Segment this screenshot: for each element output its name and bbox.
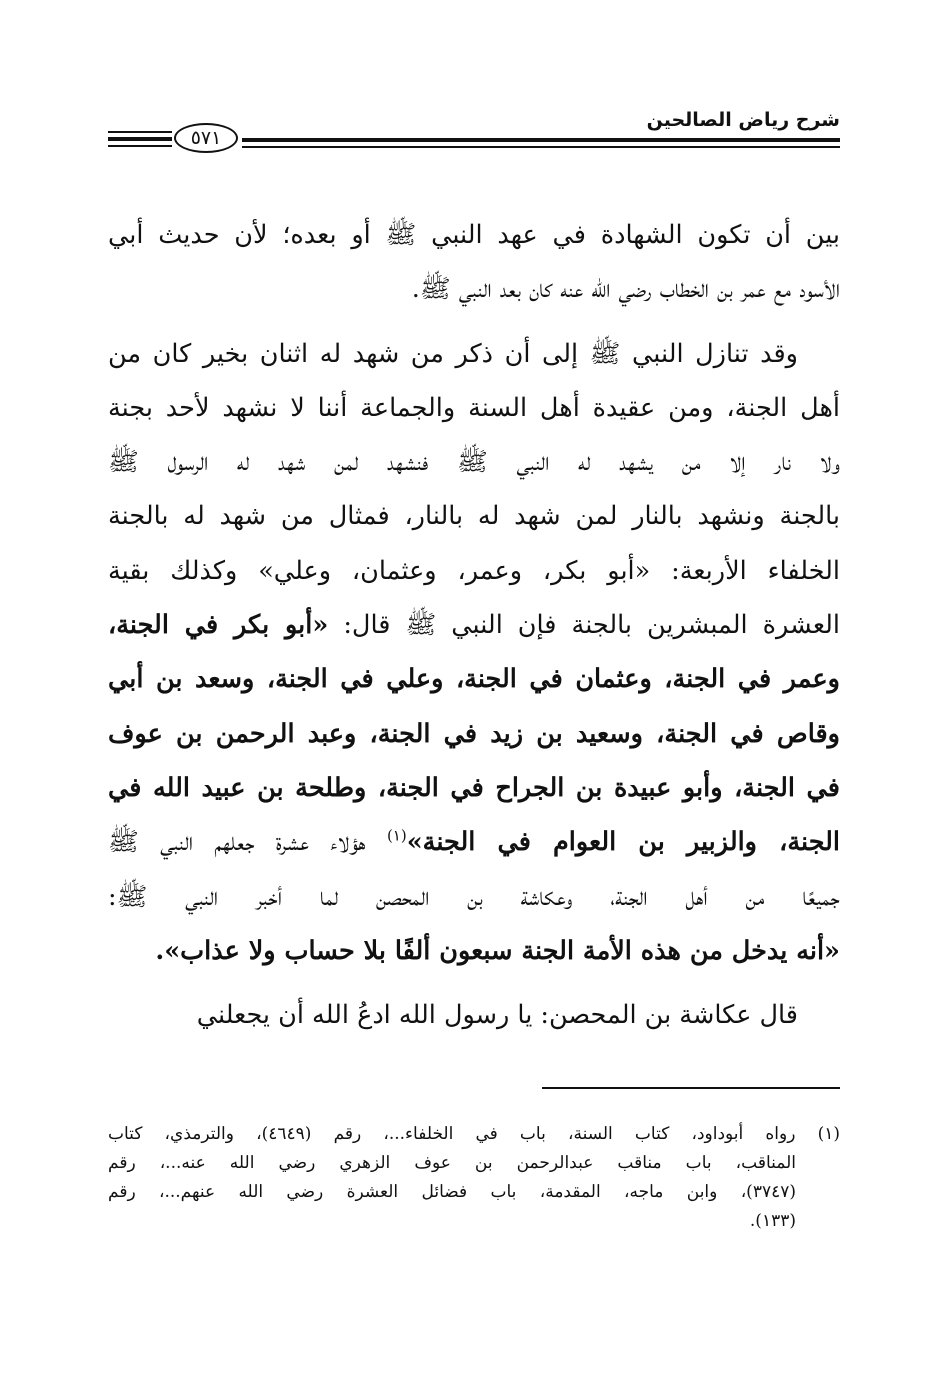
header-rule-left-bottom <box>108 145 172 147</box>
footnote-line: (١٣٣). <box>749 1211 796 1231</box>
hadith-text: الجنة، والزبير بن العوام في الجنة» <box>406 827 840 858</box>
hadith-line: وقاص في الجنة، وسعيد بن زيد في الجنة، وعبد الرحمن بن عوف <box>108 718 840 749</box>
hadith-line: «أنه يدخل من هذه الأمة الجنة سبعون ألفًا بلا حساب ولا عذاب». <box>155 935 840 966</box>
text-line: جميعًا من أهل الجنة، وعكاشة بن المحصن لما أخبر النبي ﷺ: <box>108 881 840 912</box>
text-line <box>108 598 840 652</box>
text-line: أهل الجنة، ومن عقيدة أهل السنة والجماعة أننا لا نشهد لأحد بجنة <box>108 392 840 423</box>
header-rule-right-thin <box>242 146 840 148</box>
text-line: الخلفاء الأربعة: «أبو بكر، وعمر، وعثمان، وعلي» وكذلك بقية <box>108 555 840 586</box>
footnote-separator <box>542 1087 840 1089</box>
header-rule-right-thick <box>242 138 840 142</box>
page-header <box>108 105 840 157</box>
header-rule-left-top <box>108 131 172 133</box>
text-line: ولا نار إلا من يشهد له النبي ﷺ فنشهد لمن شهد له الرسول ﷺ <box>108 447 840 478</box>
text-line: قال عكاشة بن المحصن: يا رسول الله ادعُ الله أن يجعلني <box>196 1000 798 1031</box>
main-text <box>108 208 840 1042</box>
hadith-line: وعمر في الجنة، وعثمان في الجنة، وعلي في الجنة، وسعد بن أبي <box>108 664 840 695</box>
text-line: الأسود مع عمر بن الخطاب رضي الله عنه كان بعد النبي ﷺ. <box>411 274 840 305</box>
text-segment: العشرة المبشرين بالجنة فإن النبي ﷺ قال: <box>343 610 840 641</box>
text-line <box>108 815 840 869</box>
footnote <box>108 1120 840 1236</box>
header-rule-left-thick <box>108 137 172 141</box>
text-segment: هؤلاء عشرة جعلهم النبي ﷺ <box>108 827 366 858</box>
page-number: ٥٧١ <box>174 123 238 153</box>
text-line: وقد تنازل النبي ﷺ إلى أن ذكر من شهد له اثنان بخير كان من <box>108 338 798 369</box>
footnote-line: (٣٧٤٧)، وابن ماجه، المقدمة، باب فضائل العشرة رضي الله عنهم...، رقم <box>108 1182 796 1202</box>
hadith-line: في الجنة، وأبو عبيدة بن الجراح في الجنة، وطلحة بن عبيد الله في <box>108 772 840 803</box>
hadith-text: «أبو بكر في الجنة، <box>108 610 329 641</box>
footnote-line: (١) رواه أبوداود، كتاب السنة، باب في الخلفاء...، رقم (٤٦٤٩)، والترمذي، كتاب <box>108 1124 840 1144</box>
book-title: شرح رياض الصالحين <box>646 109 840 131</box>
footnote-line: المناقب، باب مناقب عبدالرحمن بن عوف الزهري رضي الله عنه...، رقم <box>108 1153 796 1173</box>
footnote-marker: (١) <box>386 826 407 845</box>
text-line: بالجنة ونشهد بالنار لمن شهد له بالنار، فمثال من شهد له بالجنة <box>108 501 840 532</box>
text-line: بين أن تكون الشهادة في عهد النبي ﷺ أو بعده؛ لأن حديث أبي <box>108 220 840 250</box>
